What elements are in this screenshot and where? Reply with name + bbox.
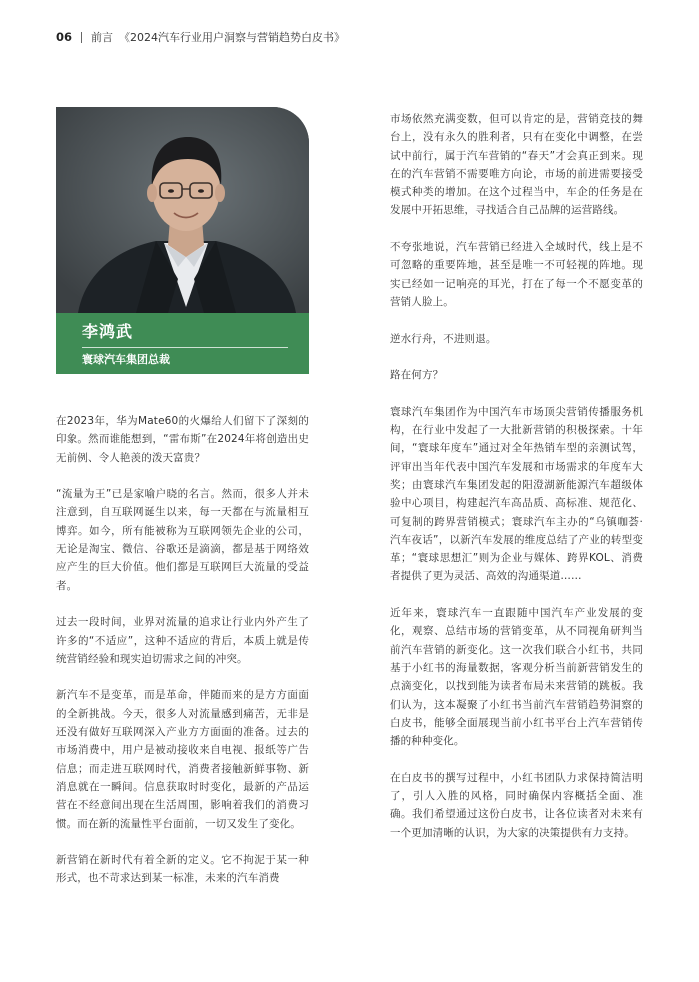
paragraph: 市场依然充满变数，但可以肯定的是，营销竞技的舞台上，没有永久的胜利者，只有在变化中调整，在尝试中前行，属于汽车营销的“春天”才会真正到来。现在的汽车营销不需要唯方向论，市场的前进需要接受模式种类的增加。在这个过程当中，车企的任务是在发展中开拓思维，寻找适合自己品牌的运营路线。 bbox=[390, 113, 643, 217]
left-text-column bbox=[56, 412, 309, 906]
paragraph: 不夸张地说，汽车营销已经进入全域时代，线上是不可忽略的重要阵地，甚至是唯一不可轻视的阵地。现实已经如一记响亮的耳光，打在了每一个不愿变革的营销人脸上。 bbox=[390, 241, 643, 308]
page-number: 06 bbox=[56, 30, 73, 44]
profile-role: 寰球汽车集团总裁 bbox=[82, 353, 170, 366]
paragraph: 新营销在新时代有着全新的定义。它不拘泥于某一种形式，也不苛求达到某一标准，未来的汽车消费 bbox=[56, 854, 309, 885]
section-label: 前言 bbox=[91, 31, 114, 44]
right-text-column bbox=[390, 110, 643, 860]
page-header bbox=[56, 29, 345, 45]
portrait-illustration bbox=[56, 107, 309, 313]
paragraph: 新汽车不是变革，而是革命，伴随而来的是方方面面的全新挑战。今天，很多人对流量感到痛苦，无非是还没有做好互联网深入产业方方面面的准备。过去的市场消费中，用户是被动接收来自电视、报纸等广告信息；而走进互联网时代，消费者接触新鲜事物、新消息就在一瞬间。信息获取时时变化，最新的产品运营在不经意间出现在生活周围，影响着我们的消费习惯。而在新的流量性平台面前，一切又发生了变化。 bbox=[56, 689, 309, 830]
portrait-photo bbox=[56, 107, 309, 313]
paragraph: 寰球汽车集团作为中国汽车市场顶尖营销传播服务机构，在行业中发起了一大批新营销的积极探索。十年间，“寰球年度车”通过对全年热销车型的亲测试驾，评审出当年代表中国汽车发展和市场需求的年度车大奖；由寰球汽车集团发起的阳澄湖新能源汽车超级体验中心项目，构建起汽车高品质、高标准、规范化、可复制的跨界营销模式；寰球汽车主办的“乌镇咖荟·汽车夜话”，以新汽车发展的维度总结了产业的转型变革；“寰球思想汇”则为企业与媒体、跨界KOL、消费者提供了更为灵活、高效的沟通渠道…… bbox=[390, 405, 643, 583]
header-divider bbox=[81, 32, 82, 43]
paragraph: “流量为王”已是家喻户晓的名言。然而，很多人并未注意到，自互联网诞生以来，每一天都在与流量相互博弈。如今，所有能被称为互联网领先企业的公司，无论是淘宝、微信、谷歌还是滴滴，都是基于网络效应产生的巨大价值。他们都是互联网巨大流量的受益者。 bbox=[56, 488, 309, 592]
paragraph: 在2023年，华为Mate60的火爆给人们留下了深刻的印象。然而谁能想到，“雷布斯”在2024年将创造出史无前例、令人艳羡的泼天富贵？ bbox=[56, 415, 309, 464]
book-title: 《2024汽车行业用户洞察与营销趋势白皮书》 bbox=[119, 31, 346, 44]
profile-divider bbox=[82, 347, 288, 348]
paragraph: 逆水行舟，不进则退。 bbox=[390, 332, 497, 345]
paragraph: 路在何方？ bbox=[390, 369, 444, 382]
paragraph: 在白皮书的撰写过程中，小红书团队力求保持简洁明了，引人入胜的风格，同时确保内容概括全面、准确。我们希望通过这份白皮书，让各位读者对未来有一个更加清晰的认识，为大家的决策提供有力支持。 bbox=[390, 771, 643, 839]
paragraph: 过去一段时间，业界对流量的追求让行业内外产生了许多的“不适应”，这种不适应的背后，本质上就是传统营销经验和现实迫切需求之间的冲突。 bbox=[56, 616, 309, 665]
paragraph: 近年来，寰球汽车一直跟随中国汽车产业发展的变化，观察、总结市场的营销变革，从不同视角研判当前汽车营销的新变化。这一次我们联合小红书，共同基于小红书的海量数据，客观分析当前新营销发生的点滴变化，以找到能为读者布局未来营销的跳板。我们认为，这本凝聚了小红书当前汽车营销趋势洞察的白皮书，能够全面展现当前小红书平台上汽车营销传播的种种变化。 bbox=[390, 607, 643, 748]
profile-name: 李鸿武 bbox=[82, 322, 134, 341]
profile-card bbox=[56, 313, 309, 374]
